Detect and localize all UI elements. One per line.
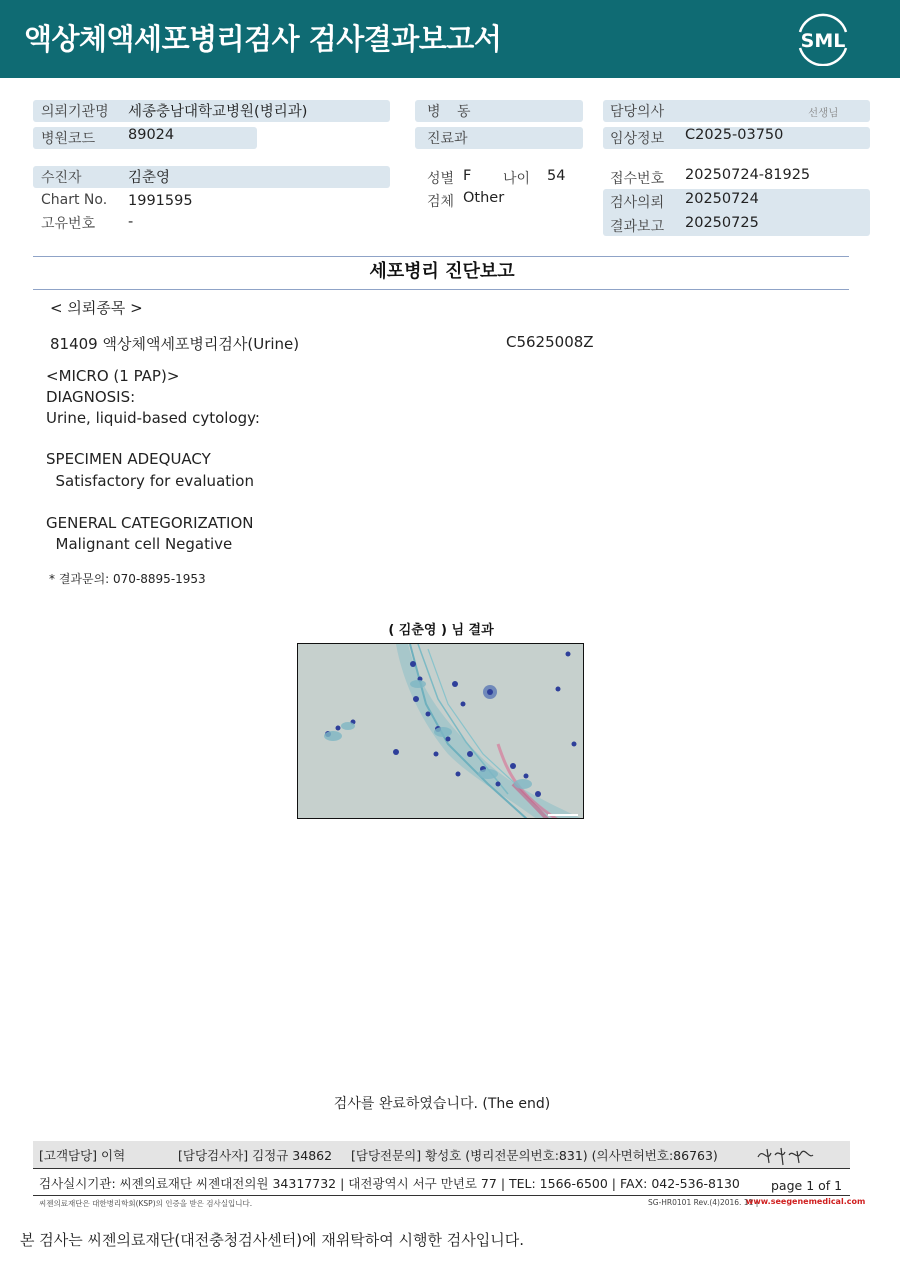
request-value: 20250724 xyxy=(685,191,759,207)
unique-label: 고유번호 xyxy=(41,216,96,232)
diagnosis-value: Urine, liquid-based cytology: xyxy=(46,409,260,427)
cytology-image xyxy=(297,643,584,819)
chart-label: Chart No. xyxy=(41,192,108,208)
clinical-label: 임상정보 xyxy=(610,131,665,147)
request-items-heading: < 의뢰종목 > xyxy=(50,299,143,317)
logo-text: SML xyxy=(800,30,846,52)
requester-label: 의뢰기관명 xyxy=(41,104,109,120)
receipt-label: 접수번호 xyxy=(610,171,665,187)
outsourcing-note: 본 검사는 씨젠의료재단(대전충청검사센터)에 재위탁하여 시행한 검사입니다. xyxy=(20,1231,524,1249)
adequacy-value: Satisfactory for evaluation xyxy=(46,472,254,490)
doctor-suffix: 선생님 xyxy=(808,107,839,119)
contact-note: * 결과문의: 070-8895-1953 xyxy=(49,572,206,586)
receipt-value: 20250724-81925 xyxy=(685,167,811,183)
micro-line: <MICRO (1 PAP)> xyxy=(46,367,180,385)
end-text: 검사를 완료하였습니다. (The end) xyxy=(333,1096,551,1112)
report-date-label: 결과보고 xyxy=(610,219,665,235)
sml-logo xyxy=(792,12,854,66)
footer-rule-bottom xyxy=(33,1195,850,1196)
sex-label: 성별 xyxy=(427,171,455,187)
request-label: 검사의뢰 xyxy=(610,195,665,211)
requester-value: 세종충남대학교병원(병리과) xyxy=(128,104,308,120)
patient-value: 김춘영 xyxy=(128,170,171,186)
clinical-value: C2025-03750 xyxy=(685,127,784,143)
footer-certification: 씨젠의료재단은 대한병리학회(KSP)의 인증을 받은 검사실입니다. xyxy=(39,1199,253,1208)
categorization-value: Malignant cell Negative xyxy=(46,535,233,553)
categorization-heading: GENERAL CATEGORIZATION xyxy=(46,514,254,532)
report-date-value: 20250725 xyxy=(685,215,759,231)
footer-form-code: SG-HR0101 Rev.(4)2016. 11 | xyxy=(648,1198,759,1207)
footer-specialist: [담당전문의] 황성호 (병리전문의번호:831) (의사면허번호:86763) xyxy=(351,1148,718,1163)
image-caption: ( 김춘영 ) 님 결과 xyxy=(388,623,494,638)
report-title: 액상체액세포병리검사 검사결과보고서 xyxy=(24,22,502,56)
footer-rule-top xyxy=(33,1168,850,1169)
department-label: 진료과 xyxy=(427,131,468,147)
doctor-label: 담당의사 xyxy=(610,104,665,120)
signature-image xyxy=(755,1143,817,1167)
ward-label: 병 동 xyxy=(427,104,477,120)
patient-label: 수진자 xyxy=(41,170,82,186)
diagnosis-heading: DIAGNOSIS: xyxy=(46,388,136,406)
specimen-value: Other xyxy=(463,190,505,206)
footer-institution: 검사실시기관: 씨젠의료재단 씨젠대전의원 34317732 | 대전광역시 서구 만년로 77 | TEL: 1566-6500 | FAX: 042-536-8130 xyxy=(39,1176,740,1191)
specimen-label: 검체 xyxy=(427,194,455,210)
adequacy-heading: SPECIMEN ADEQUACY xyxy=(46,450,211,468)
footer-website-link[interactable]: www.seegenemedical.com xyxy=(746,1197,866,1206)
footer-page: page 1 of 1 xyxy=(771,1178,843,1193)
chart-value: 1991595 xyxy=(128,193,193,209)
section-rule-bottom xyxy=(33,289,849,290)
patient-row xyxy=(33,166,390,188)
cytology-micrograph xyxy=(298,644,584,819)
hospital-code-label: 병원코드 xyxy=(41,131,96,147)
test-code-name: 81409 액상체액세포병리검사(Urine) xyxy=(50,335,300,353)
section-title: 세포병리 진단보고 xyxy=(369,261,515,282)
sex-value: F xyxy=(463,168,472,184)
unique-value: - xyxy=(128,214,134,230)
test-id: C5625008Z xyxy=(506,333,594,351)
hospital-code-value: 89024 xyxy=(128,127,175,143)
footer-customer: [고객담당] 이혁 xyxy=(39,1148,126,1163)
report-header xyxy=(0,0,900,78)
footer-technician: [담당검사자] 김정규 34862 xyxy=(178,1148,333,1163)
age-label: 나이 xyxy=(503,171,531,187)
age-value: 54 xyxy=(547,168,566,184)
